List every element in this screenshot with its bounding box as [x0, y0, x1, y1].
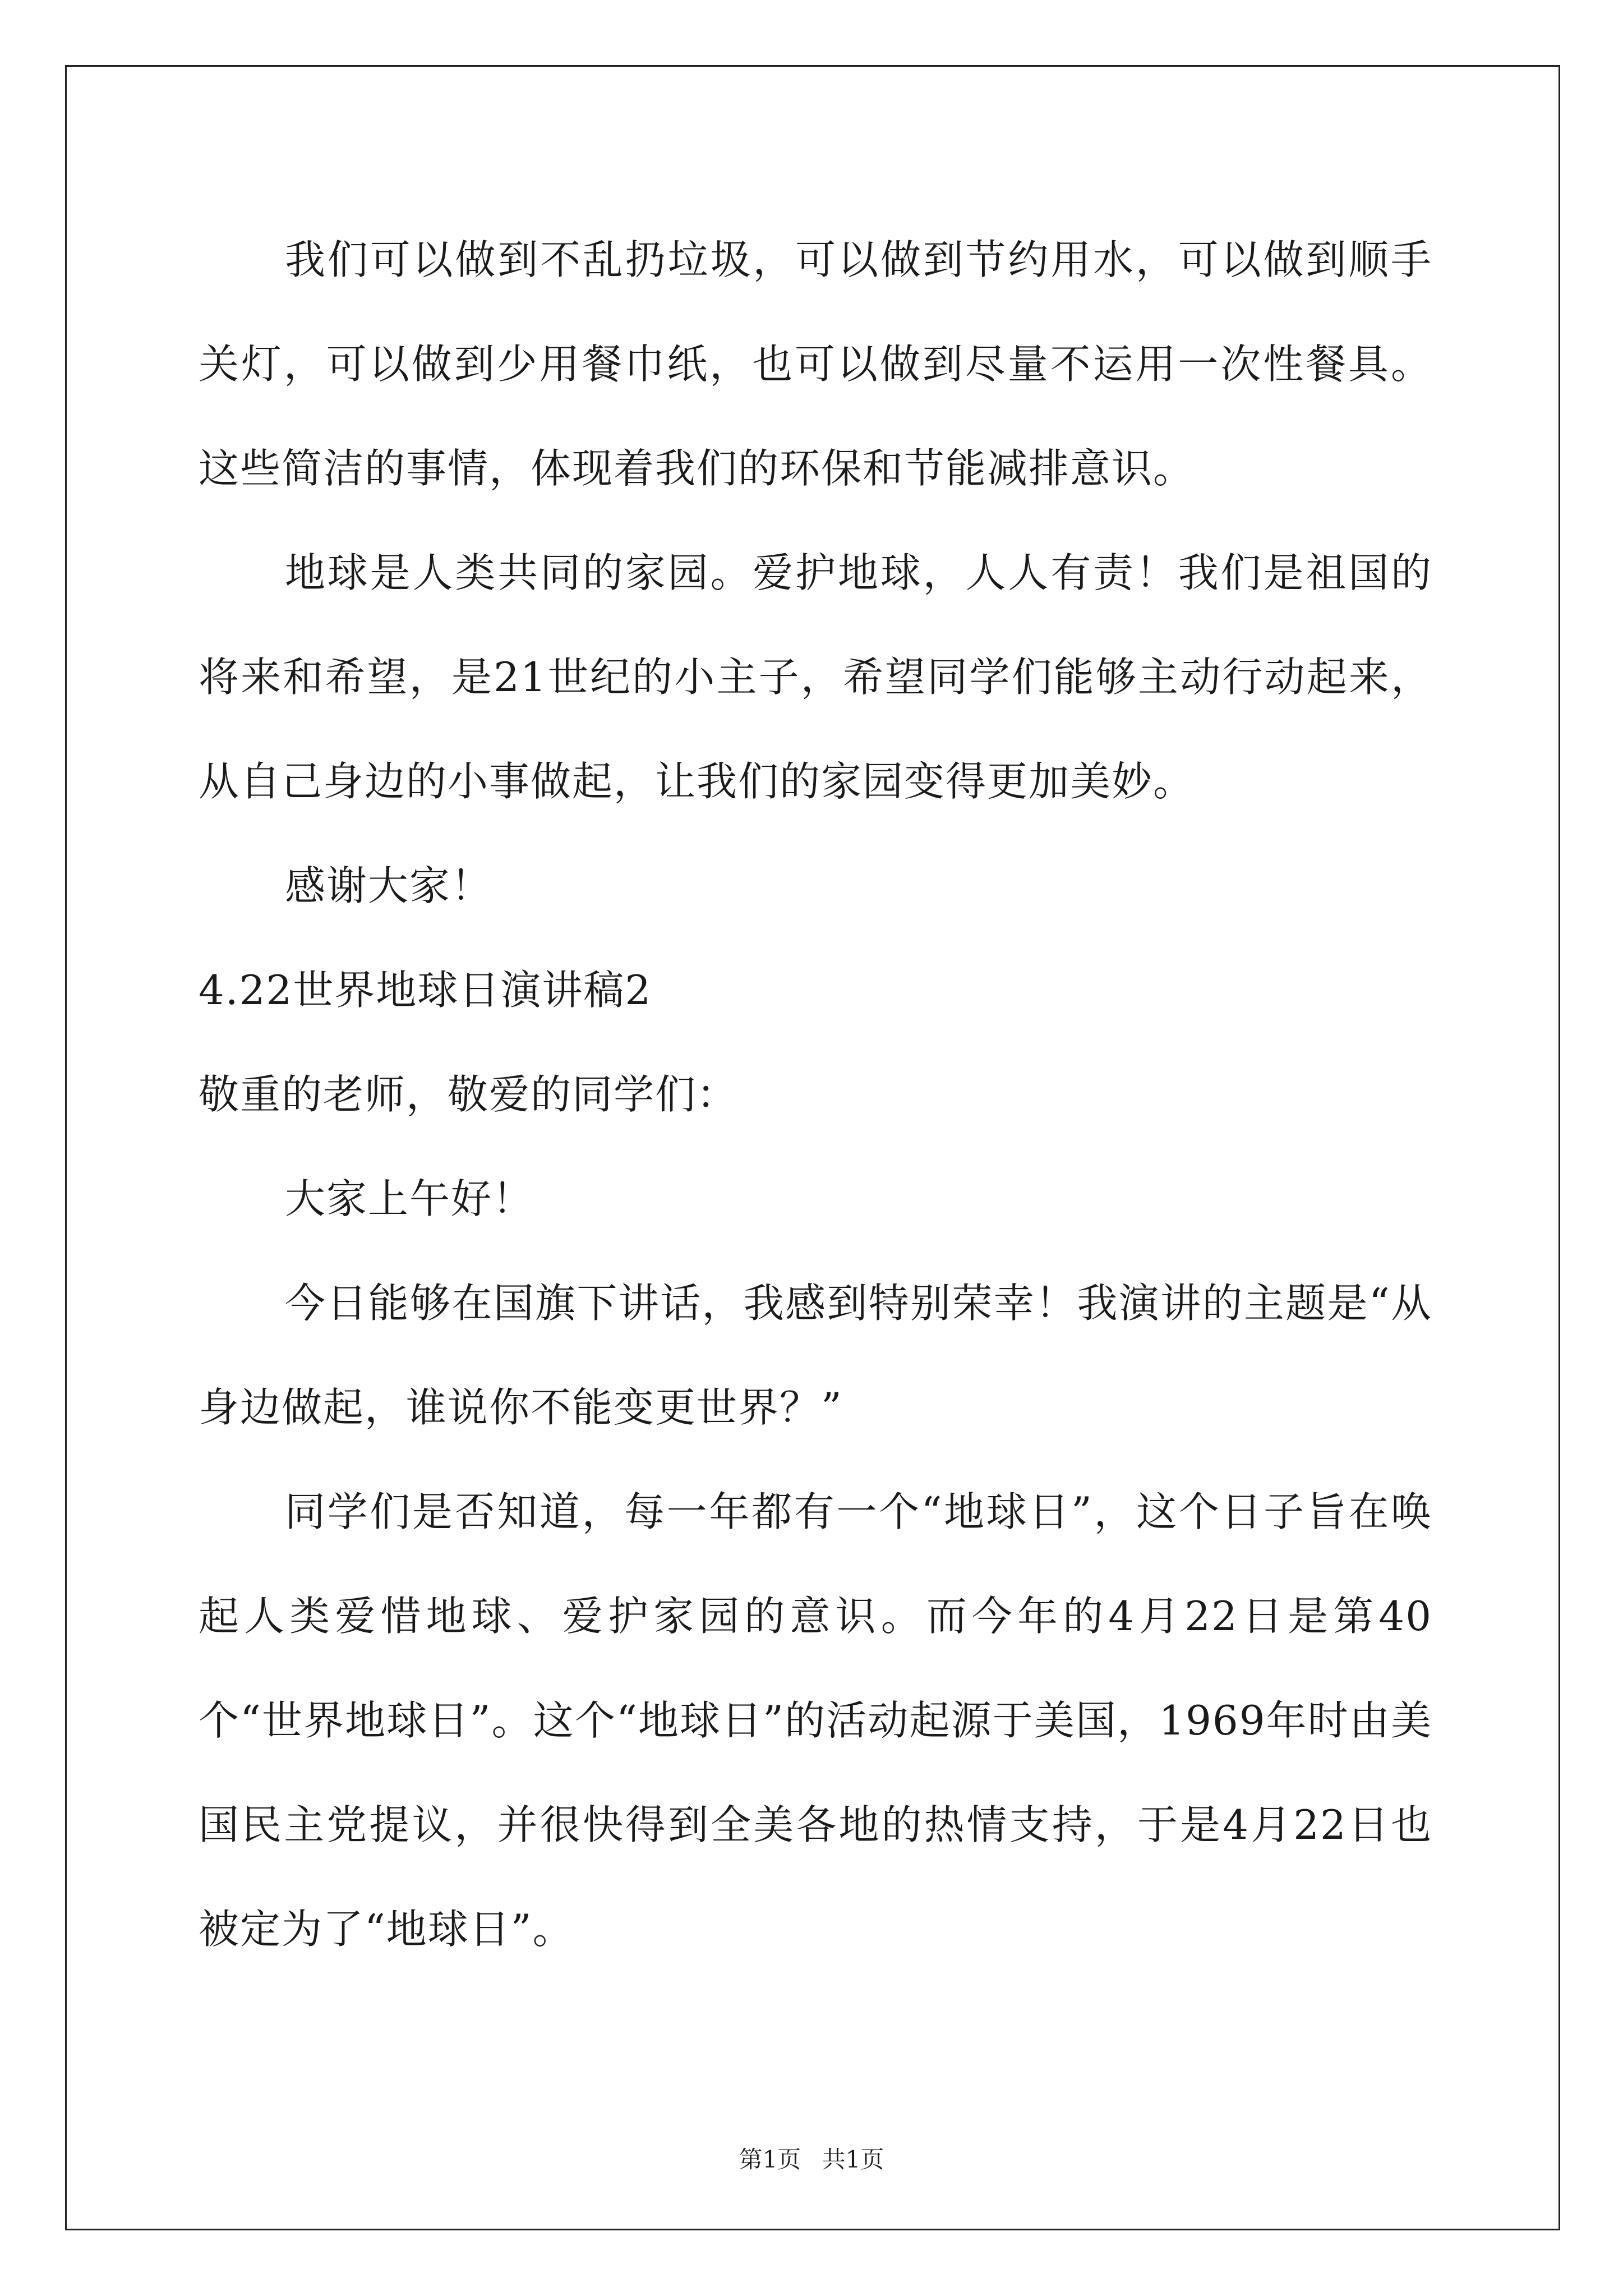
paragraph: 我们可以做到不乱扔垃圾，可以做到节约用水，可以做到顺手关灯，可以做到少用餐巾纸，也可以做到尽量不运用一次性餐具。这些简洁的事情，体现着我们的环保和节能减排意识。 [199, 236, 1432, 492]
section-heading: 4.22世界地球日演讲稿2 [199, 967, 652, 1014]
paragraph: 同学们是否知道，每一年都有一个“地球日”，这个日子旨在唤起人类爱惜地球、爱护家园的意识。而今年的4月22日是第40个“世界地球日”。这个“地球日”的活动起源于美国，1969年时由美国民主党提议，并很快得到全美各地的热情支持，于是4月22日也被定为了“地球日”。 [199, 1488, 1432, 1953]
paragraph: 地球是人类共同的家园。爱护地球，人人有责！我们是祖国的将来和希望，是21世纪的小主子，希望同学们能够主动行动起来，从自己身边的小事做起，让我们的家园变得更加美妙。 [199, 549, 1432, 805]
paragraph: 今日能够在国旗下讲话，我感到特别荣幸！我演讲的主题是“从身边做起，谁说你不能变更世界？” [199, 1280, 1432, 1431]
page-number: 第1页 [739, 2146, 801, 2173]
paragraph: 感谢大家！ [285, 862, 493, 909]
page-total: 共1页 [822, 2146, 884, 2173]
paragraph: 大家上午好！ [285, 1175, 534, 1222]
page-footer [0, 2143, 1623, 2177]
salutation: 敬重的老师，敬爱的同学们： [199, 1071, 739, 1118]
document-body [199, 208, 1432, 1981]
